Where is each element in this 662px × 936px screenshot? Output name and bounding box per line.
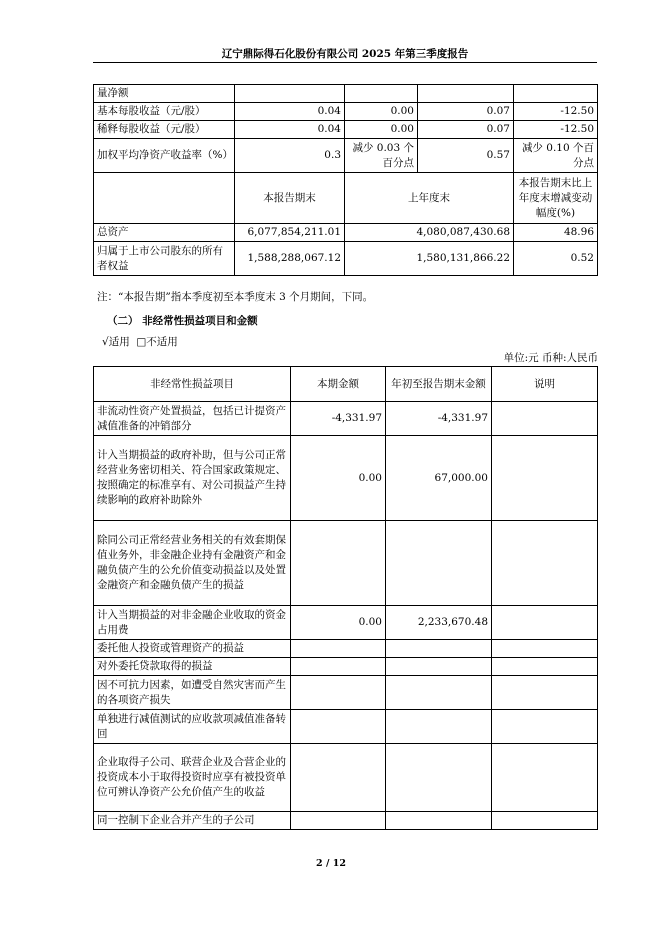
table-row bbox=[94, 710, 598, 744]
cell-note bbox=[492, 744, 598, 812]
cell-value: 0.04 bbox=[235, 121, 345, 139]
row-label: 委托他人投资或管理资产的损益 bbox=[94, 640, 291, 658]
cell-value: 0.07 bbox=[418, 121, 514, 139]
unit-currency: 单位:元 币种:人民币 bbox=[503, 352, 598, 364]
cell-value: 48.96 bbox=[514, 224, 598, 242]
row-label: 企业取得子公司、联营企业及合营企业的投资成本小于取得投资时应享有被投资单位可辨认净资产公允价值产生的收益 bbox=[94, 744, 291, 812]
table-row bbox=[94, 103, 598, 121]
cell-note bbox=[492, 521, 598, 606]
row-label: 基本每股收益（元/股） bbox=[94, 103, 235, 121]
cell-value bbox=[291, 658, 386, 676]
row-label: 因不可抗力因素，如遭受自然灾害而产生的各项资产损失 bbox=[94, 676, 291, 710]
cell-value: 67,000.00 bbox=[386, 436, 492, 521]
cell-value: -12.50 bbox=[514, 103, 598, 121]
column-header: 年初至报告期末金额 bbox=[386, 367, 492, 402]
column-header: 本报告期末比上年度末增减变动幅度(%) bbox=[514, 173, 598, 224]
cell-note bbox=[492, 676, 598, 710]
table-row bbox=[94, 224, 598, 242]
cell-value: 2,233,670.48 bbox=[386, 606, 492, 640]
table-row bbox=[94, 812, 598, 830]
column-header: 非经常性损益项目 bbox=[94, 367, 291, 402]
key-financials-table bbox=[93, 84, 598, 276]
cell-value: 0.00 bbox=[291, 436, 386, 521]
cell-value: -12.50 bbox=[514, 121, 598, 139]
cell-value: 6,077,854,211.01 bbox=[235, 224, 345, 242]
table-row bbox=[94, 436, 598, 521]
cell-note bbox=[492, 812, 598, 830]
column-header: 本期金额 bbox=[291, 367, 386, 402]
cell-value: 4,080,087,430.68 bbox=[345, 224, 514, 242]
cell-value: 1,588,288,067.12 bbox=[235, 242, 345, 276]
cell-value: 0.00 bbox=[345, 121, 418, 139]
cell-note bbox=[492, 606, 598, 640]
row-label: 计入当期损益的对非金融企业收取的资金占用费 bbox=[94, 606, 291, 640]
row-label: 归属于上市公司股东的所有者权益 bbox=[94, 242, 235, 276]
table-row bbox=[94, 744, 598, 812]
table-row bbox=[94, 606, 598, 640]
cell-value bbox=[291, 710, 386, 744]
row-label: 计入当期损益的政府补助，但与公司正常经营业务密切相关、符合国家政策规定、按照确定的标准享有、对公司损益产生持续影响的政府补助除外 bbox=[94, 436, 291, 521]
cell-value: 1,580,131,866.22 bbox=[345, 242, 514, 276]
cell-value: -4,331.97 bbox=[291, 402, 386, 436]
cell-value: 减少 0.10 个百分点 bbox=[514, 139, 598, 173]
column-header: 说明 bbox=[492, 367, 598, 402]
cell-value: 减少 0.03 个百分点 bbox=[345, 139, 418, 173]
cell-note bbox=[492, 436, 598, 521]
apply-options bbox=[102, 334, 178, 349]
page-number: 2 / 12 bbox=[316, 858, 346, 869]
cell-note bbox=[492, 402, 598, 436]
cell-value: 0.00 bbox=[291, 606, 386, 640]
header-rule bbox=[93, 62, 597, 63]
row-label: 量净额 bbox=[94, 85, 235, 103]
cell-value: 0.00 bbox=[345, 103, 418, 121]
cell-value bbox=[291, 521, 386, 606]
table-row bbox=[94, 658, 598, 676]
cell-value: 0.07 bbox=[418, 103, 514, 121]
table-row bbox=[94, 521, 598, 606]
row-label: 除同公司正常经营业务相关的有效套期保值业务外，非金融企业持有金融资产和金融负债产生的公允价值变动损益以及处置金融资产和金融负债产生的损益 bbox=[94, 521, 291, 606]
table-header-row bbox=[94, 367, 598, 402]
applicable-checked: √适用 bbox=[102, 336, 130, 348]
cell-value bbox=[386, 812, 492, 830]
row-label: 非流动性资产处置损益，包括已计提资产减值准备的冲销部分 bbox=[94, 402, 291, 436]
row-label: 稀释每股收益（元/股） bbox=[94, 121, 235, 139]
table-row bbox=[94, 242, 598, 276]
cell-value: 0.04 bbox=[235, 103, 345, 121]
non-recurring-items-table bbox=[93, 366, 598, 830]
cell-value bbox=[386, 640, 492, 658]
cell-value bbox=[386, 710, 492, 744]
cell-value bbox=[386, 744, 492, 812]
page-header-title: 辽宁鼎际得石化股份有限公司 2025 年第三季度报告 bbox=[221, 48, 469, 60]
cell-value bbox=[291, 744, 386, 812]
cell-value: 0.3 bbox=[235, 139, 345, 173]
cell-value bbox=[291, 676, 386, 710]
row-label: 加权平均净资产收益率（%） bbox=[94, 139, 235, 173]
section-title: （二） 非经常性损益项目和金额 bbox=[107, 315, 258, 327]
table-row bbox=[94, 85, 598, 103]
cell-note bbox=[492, 640, 598, 658]
cell-value: 0.57 bbox=[418, 139, 514, 173]
table-note: 注：“本报告期”指本季度初至本季度末 3 个月期间，下同。 bbox=[97, 291, 374, 303]
table-row bbox=[94, 676, 598, 710]
table-row bbox=[94, 640, 598, 658]
row-label: 对外委托贷款取得的损益 bbox=[94, 658, 291, 676]
cell-value bbox=[386, 676, 492, 710]
row-label: 同一控制下企业合并产生的子公司 bbox=[94, 812, 291, 830]
row-label: 总资产 bbox=[94, 224, 235, 242]
cell-value bbox=[291, 812, 386, 830]
not-applicable-unchecked: □不适用 bbox=[136, 336, 178, 348]
column-header: 上年度末 bbox=[345, 173, 514, 224]
cell-value bbox=[386, 658, 492, 676]
column-header: 本报告期末 bbox=[235, 173, 345, 224]
cell-note bbox=[492, 710, 598, 744]
row-label: 单独进行减值测试的应收款项减值准备转回 bbox=[94, 710, 291, 744]
table-row bbox=[94, 402, 598, 436]
cell-value: -4,331.97 bbox=[386, 402, 492, 436]
cell-value bbox=[291, 640, 386, 658]
cell-note bbox=[492, 658, 598, 676]
table-row bbox=[94, 139, 598, 173]
table-row bbox=[94, 121, 598, 139]
table-row bbox=[94, 173, 598, 224]
cell-value: 0.52 bbox=[514, 242, 598, 276]
cell-value bbox=[386, 521, 492, 606]
